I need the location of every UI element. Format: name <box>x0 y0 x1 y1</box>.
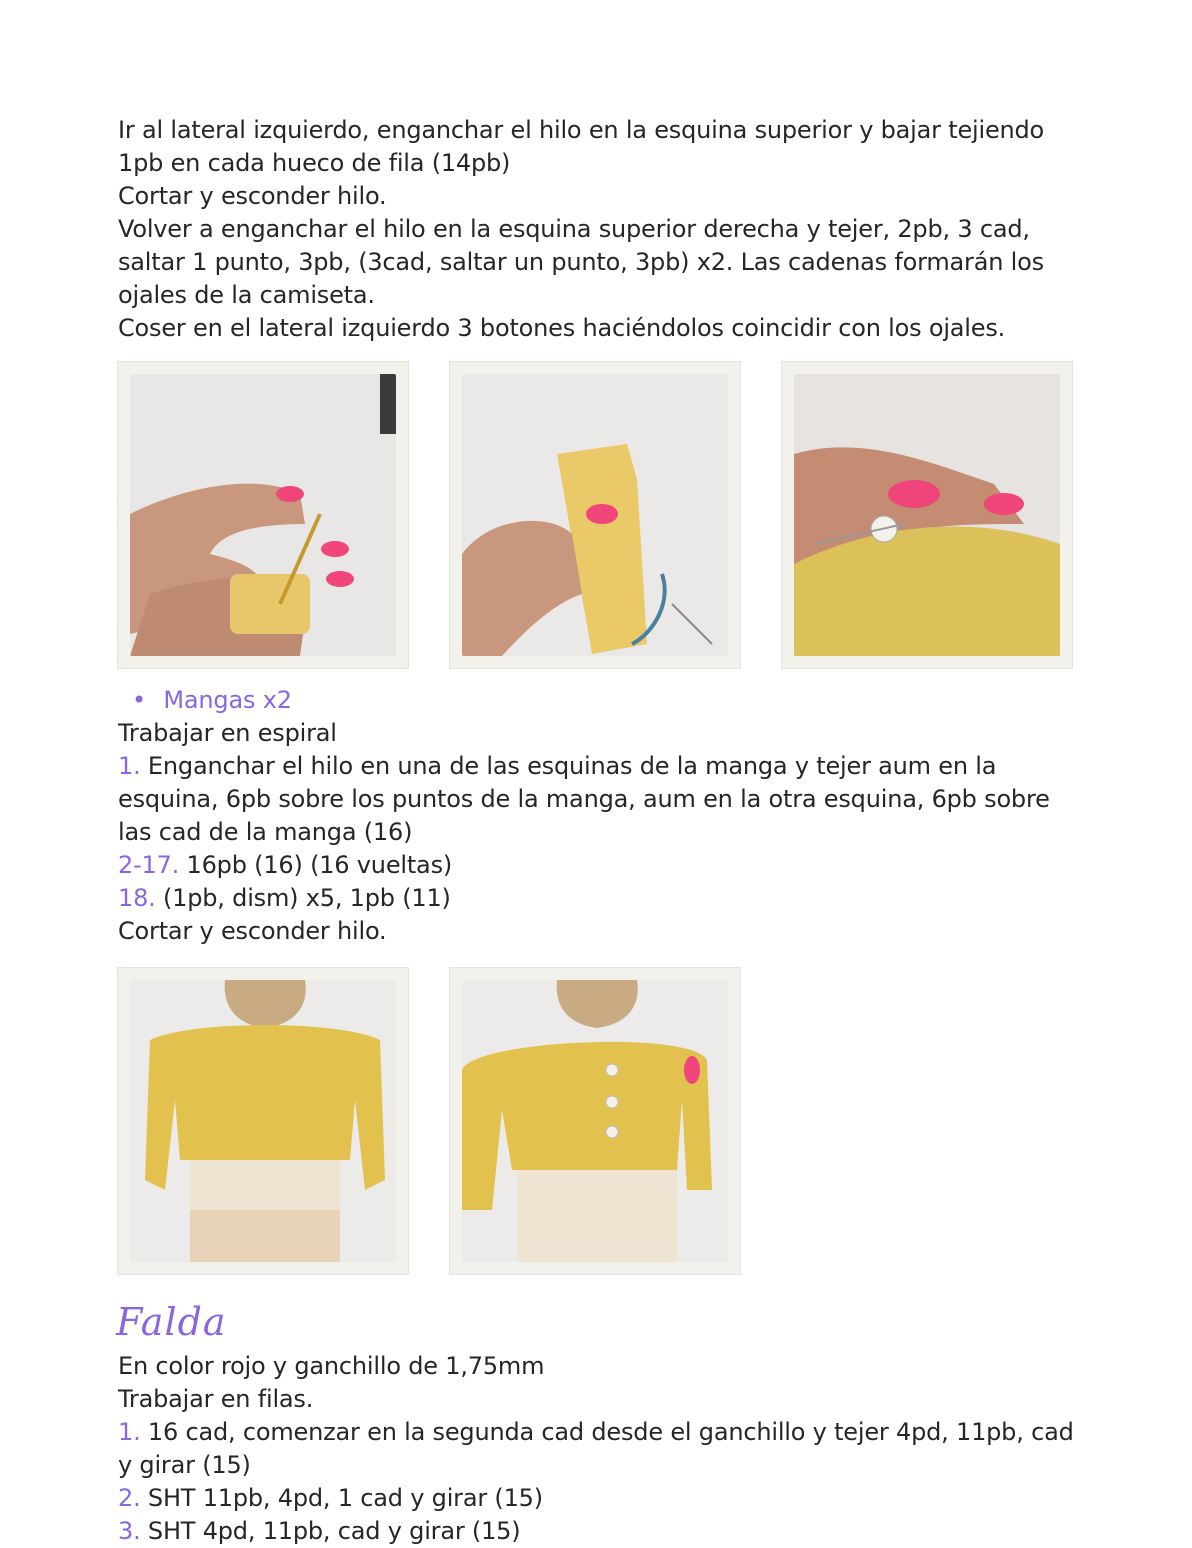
row-number: 3. <box>118 1517 141 1545</box>
bullet-icon: • <box>132 686 146 714</box>
round-number: 18. <box>118 884 156 912</box>
row-text: y girar (15) <box>118 1451 251 1479</box>
round-line <box>118 816 1078 849</box>
row-text: SHT 11pb, 4pd, 1 cad y girar (15) <box>140 1484 543 1512</box>
intro-block <box>118 114 1078 345</box>
round-text: (1pb, dism) x5, 1pb (11) <box>155 884 451 912</box>
sweater-front-photo <box>118 968 408 1274</box>
row-number: 1. <box>118 1418 141 1446</box>
intro-line: ojales de la camiseta. <box>118 281 375 309</box>
mangas-intro: Trabajar en espiral <box>118 719 337 747</box>
row-line <box>118 1416 1078 1449</box>
row-line <box>118 1449 1078 1482</box>
row-line <box>118 1515 1078 1548</box>
row-line <box>118 1482 1078 1515</box>
intro-line: Volver a enganchar el hilo en la esquina superior derecha y tejer, 2pb, 3 cad, <box>118 215 1030 243</box>
round-number: 1. <box>118 752 141 780</box>
mangas-bullet <box>118 684 1078 717</box>
row-number: 2. <box>118 1484 141 1512</box>
intro-line: Coser en el lateral izquierdo 3 botones haciéndolos coincidir con los ojales. <box>118 314 1006 342</box>
falda-section <box>118 1350 1078 1548</box>
sweater-back-buttons-photo <box>450 968 740 1274</box>
round-text: Enganchar el hilo en una de las esquinas de la manga y tejer aum en la <box>140 752 997 780</box>
round-text: las cad de la manga (16) <box>118 818 413 846</box>
intro-line: saltar 1 punto, 3pb, (3cad, saltar un punto, 3pb) x2. Las cadenas formarán los <box>118 248 1044 276</box>
round-text: 16pb (16) (16 vueltas) <box>179 851 453 879</box>
sewing-button-photo <box>782 362 1072 668</box>
round-text: esquina, 6pb sobre los puntos de la manga, aum en la otra esquina, 6pb sobre <box>118 785 1050 813</box>
row-text: 16 cad, comenzar en la segunda cad desde el ganchillo y tejer 4pd, 11pb, cad <box>140 1418 1074 1446</box>
round-line <box>118 882 1078 915</box>
round-line <box>118 750 1078 783</box>
yellow-piece-scissors-photo <box>450 362 740 668</box>
mangas-section <box>118 684 1078 948</box>
round-number: 2-17. <box>118 851 180 879</box>
intro-line: Cortar y esconder hilo. <box>118 182 387 210</box>
falda-heading: Falda <box>116 1300 227 1344</box>
round-line <box>118 783 1078 816</box>
mangas-title: Mangas x2 <box>163 686 292 714</box>
round-line <box>118 849 1078 882</box>
hand-hooking-yarn-photo <box>118 362 408 668</box>
falda-line: Trabajar en filas. <box>118 1385 314 1413</box>
row-text: SHT 4pd, 11pb, cad y girar (15) <box>140 1517 521 1545</box>
intro-line: Ir al lateral izquierdo, enganchar el hilo en la esquina superior y bajar tejiendo <box>118 116 1045 144</box>
falda-line: En color rojo y ganchillo de 1,75mm <box>118 1352 545 1380</box>
intro-line: 1pb en cada hueco de fila (14pb) <box>118 149 511 177</box>
mangas-end: Cortar y esconder hilo. <box>118 917 387 945</box>
